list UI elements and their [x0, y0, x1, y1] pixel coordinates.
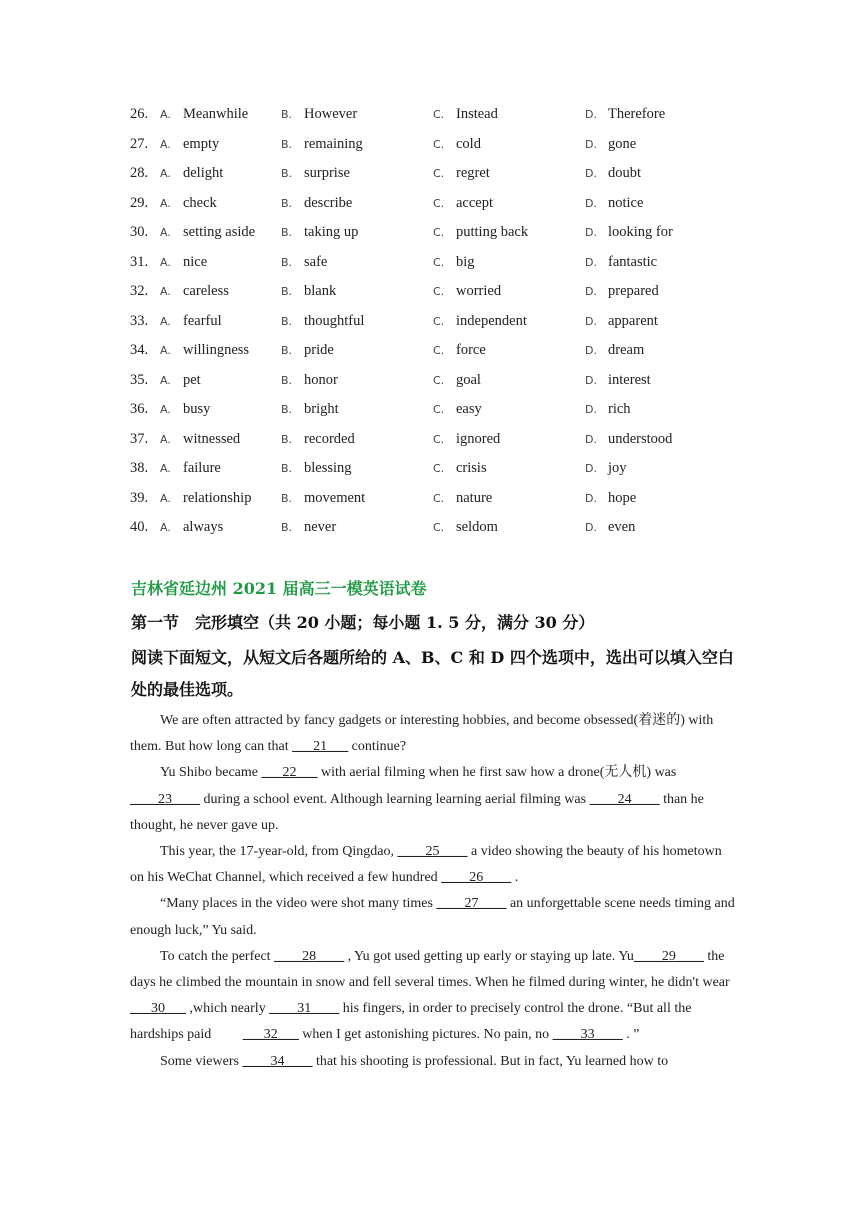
instructions: 阅读下面短文，从短文后各题所给的 A、B、C 和 D 四个选项中，选出可以填入空白处的最佳选项。: [131, 648, 734, 699]
option-letter-a: A.: [160, 432, 171, 446]
passage-text: .: [511, 870, 519, 886]
passage-text: This year, the 17-year-old, from Qingdao,: [160, 844, 398, 860]
option-letter-b: B.: [281, 373, 293, 387]
option-letter-b: B.: [281, 285, 293, 298]
option-row: [130, 159, 750, 189]
question-number: 37.: [130, 430, 149, 447]
option-d: notice: [608, 194, 644, 211]
option-letter-b: B.: [281, 314, 293, 328]
question-number: 35.: [130, 371, 149, 388]
passage-text: We are often attracted by fancy gadgets or interesting hobbies, and become obsessed(着迷的) with them. But how long can that: [130, 713, 714, 755]
option-b: However: [304, 106, 358, 122]
question-number: 34.: [130, 342, 149, 358]
option-row: [130, 100, 750, 130]
option-a: witnessed: [183, 430, 241, 447]
passage-text: with aerial filming when he first saw how a drone(无人机) was: [317, 765, 677, 781]
option-c: cold: [456, 135, 481, 152]
question-number: 29.: [130, 194, 149, 211]
passage-text: continue?: [348, 739, 407, 755]
option-b: never: [304, 519, 337, 535]
option-c: easy: [456, 401, 482, 417]
option-c: regret: [456, 165, 490, 181]
blank: ____27____: [436, 896, 507, 912]
option-c: accept: [456, 194, 494, 211]
option-c: crisis: [456, 460, 487, 476]
option-letter-a: A.: [160, 108, 171, 121]
option-c: independent: [456, 312, 527, 329]
passage: [130, 708, 736, 1075]
option-c: big: [456, 253, 475, 270]
option-letter-c: C.: [433, 196, 445, 210]
paragraph: [130, 839, 736, 891]
blank: ___32___: [242, 1027, 299, 1043]
option-letter-d: D.: [585, 344, 597, 357]
option-a: failure: [183, 460, 221, 476]
option-letter-b: B.: [281, 344, 293, 357]
option-b: remaining: [304, 135, 363, 152]
passage-text: Yu Shibo became: [160, 765, 262, 781]
option-d: doubt: [608, 165, 642, 181]
option-letter-a: A.: [160, 491, 171, 505]
option-letter-b: B.: [281, 196, 293, 210]
option-letter-d: D.: [585, 403, 597, 416]
option-letter-c: C.: [433, 491, 445, 505]
option-letter-b: B.: [281, 491, 293, 505]
option-d: understood: [608, 430, 673, 447]
option-letter-d: D.: [585, 255, 597, 269]
option-letter-d: D.: [585, 521, 597, 534]
option-row: [130, 307, 750, 337]
option-b: pride: [304, 342, 334, 358]
option-row: [130, 484, 750, 514]
option-c: force: [456, 342, 486, 358]
option-letter-a: A.: [160, 167, 171, 180]
option-letter-c: C.: [433, 373, 445, 387]
option-d: even: [608, 519, 636, 535]
blank: ___22___: [261, 765, 318, 781]
option-letter-c: C.: [433, 432, 445, 446]
option-row: [130, 218, 750, 248]
option-letter-c: C.: [433, 226, 445, 239]
option-letter-c: C.: [433, 462, 445, 475]
question-number: 32.: [130, 283, 149, 299]
option-letter-c: C.: [433, 108, 445, 121]
option-b: safe: [304, 253, 328, 270]
option-letter-a: A.: [160, 255, 171, 269]
option-row: [130, 336, 750, 366]
option-row: [130, 366, 750, 396]
option-a: empty: [183, 135, 220, 152]
option-letter-a: A.: [160, 226, 171, 239]
option-row: [130, 513, 750, 543]
option-c: goal: [456, 371, 481, 388]
option-row: [130, 189, 750, 219]
option-letter-a: A.: [160, 373, 171, 387]
option-letter-b: B.: [281, 432, 293, 446]
option-d: apparent: [608, 312, 658, 329]
passage-text: than he thought, he never gave up.: [130, 791, 704, 833]
question-number: 38.: [130, 460, 149, 476]
option-letter-d: D.: [585, 432, 597, 446]
option-letter-c: C.: [433, 521, 445, 534]
option-d: dream: [608, 342, 645, 358]
passage-text: , Yu got used getting up early or staying up late. Yu: [344, 948, 634, 964]
question-number: 33.: [130, 312, 149, 329]
blank: ____28____: [274, 948, 345, 964]
question-number: 31.: [130, 253, 149, 270]
option-letter-a: A.: [160, 196, 171, 210]
option-letter-d: D.: [585, 373, 597, 387]
option-c: putting back: [456, 224, 529, 240]
option-b: recorded: [304, 430, 355, 447]
option-c: Instead: [456, 106, 498, 122]
option-d: joy: [608, 460, 627, 476]
blank: ___30___: [130, 1001, 186, 1017]
option-c: seldom: [456, 519, 498, 535]
option-a: setting aside: [183, 224, 256, 240]
option-a: Meanwhile: [183, 106, 249, 122]
option-letter-d: D.: [585, 491, 597, 505]
question-number: 26.: [130, 106, 149, 122]
option-letter-b: B.: [281, 403, 293, 416]
option-d: prepared: [608, 283, 659, 299]
option-letter-b: B.: [281, 255, 293, 269]
options-table: [130, 100, 750, 543]
option-letter-c: C.: [433, 255, 445, 269]
passage-text: during a school event. Although learning learning aerial filming was: [200, 791, 590, 807]
option-letter-c: C.: [433, 403, 445, 416]
option-letter-c: C.: [433, 314, 445, 328]
option-b: blessing: [304, 460, 352, 476]
option-row: [130, 425, 750, 455]
option-row: [130, 248, 750, 278]
option-d: Therefore: [608, 106, 666, 122]
option-letter-c: C.: [433, 344, 445, 357]
passage-text: “Many places in the video were shot many times: [160, 896, 437, 912]
option-b: honor: [304, 371, 338, 388]
paragraph: [130, 708, 736, 760]
option-b: describe: [304, 194, 353, 211]
option-letter-c: C.: [433, 167, 445, 180]
option-letter-a: A.: [160, 314, 171, 328]
option-letter-d: D.: [585, 462, 597, 475]
option-c: nature: [456, 489, 493, 506]
option-a: careless: [183, 283, 229, 299]
option-a: nice: [183, 253, 208, 270]
option-letter-b: B.: [281, 167, 293, 180]
option-d: interest: [608, 371, 651, 388]
paragraph: [130, 944, 736, 1049]
option-a: relationship: [183, 489, 252, 506]
question-number: 39.: [130, 489, 149, 506]
option-letter-d: D.: [585, 167, 597, 180]
option-letter-b: B.: [281, 462, 293, 475]
blank: ____26____: [441, 870, 512, 886]
passage-text: ,which nearly: [186, 1001, 270, 1017]
passage-text: when I get astonishing pictures. No pain, no: [298, 1027, 553, 1043]
option-letter-d: D.: [585, 137, 597, 151]
paragraph: [130, 891, 736, 943]
passage-text: that his shooting is professional. But in fact, Yu learned how to: [312, 1053, 669, 1069]
section-title: 第一节 完形填空（共 20 小题；每小题 1. 5 分，满分 30 分）: [131, 613, 595, 632]
option-d: gone: [608, 135, 637, 152]
option-c: worried: [456, 283, 502, 299]
option-letter-b: B.: [281, 108, 293, 121]
option-letter-a: A.: [160, 137, 171, 151]
blank: ____34____: [242, 1053, 313, 1069]
blank: ____29____: [633, 948, 704, 964]
option-letter-d: D.: [585, 196, 597, 210]
option-a: delight: [183, 165, 224, 181]
passage-text: the days he climbed the mountain in snow and fell several times. When he filmed during winter, he didn't wear: [130, 948, 730, 991]
option-letter-b: B.: [281, 226, 293, 239]
option-letter-c: C.: [433, 137, 445, 151]
option-letter-b: B.: [281, 521, 293, 534]
question-number: 27.: [130, 135, 149, 152]
question-number: 30.: [130, 224, 149, 240]
passage-text: To catch the perfect: [160, 948, 275, 964]
option-letter-d: D.: [585, 226, 597, 239]
option-d: rich: [608, 401, 631, 417]
option-letter-d: D.: [585, 285, 597, 298]
option-letter-b: B.: [281, 137, 293, 151]
passage-text: Some viewers: [160, 1053, 243, 1069]
option-a: check: [183, 194, 217, 211]
paragraph: [130, 760, 736, 839]
option-row: [130, 130, 750, 160]
option-letter-a: A.: [160, 403, 171, 416]
option-letter-c: C.: [433, 285, 445, 298]
option-a: fearful: [183, 312, 222, 329]
blank: ____31____: [269, 1001, 340, 1017]
blank: ____24____: [589, 791, 660, 807]
option-row: [130, 454, 750, 484]
option-a: always: [183, 519, 224, 535]
option-b: movement: [304, 489, 366, 506]
option-row: [130, 277, 750, 307]
option-a: willingness: [183, 342, 250, 358]
paragraph: [130, 1049, 736, 1075]
option-a: pet: [183, 371, 201, 388]
blank: ____25____: [397, 844, 468, 860]
passage-text: a video showing the beauty of his hometown on his WeChat Channel, which received a few hundred: [130, 844, 722, 886]
option-letter-a: A.: [160, 521, 171, 534]
blank: ____23____: [130, 791, 200, 807]
option-b: blank: [304, 283, 337, 299]
passage-text: . ”: [622, 1027, 640, 1043]
exam-title: 吉林省延边州 2021 届高三一模英语试卷: [131, 579, 427, 598]
option-a: busy: [183, 401, 211, 417]
option-letter-a: A.: [160, 285, 171, 298]
option-d: fantastic: [608, 253, 658, 270]
blank: ____33____: [552, 1027, 623, 1043]
option-b: surprise: [304, 165, 350, 181]
option-letter-d: D.: [585, 314, 597, 328]
option-d: hope: [608, 489, 637, 506]
option-c: ignored: [456, 430, 501, 447]
option-b: thoughtful: [304, 312, 365, 329]
blank: ___21___: [292, 739, 349, 755]
question-number: 36.: [130, 401, 149, 417]
option-b: bright: [304, 401, 339, 417]
option-row: [130, 395, 750, 425]
option-letter-a: A.: [160, 462, 171, 475]
passage-text: an unforgettable scene needs timing and enough luck,” Yu said.: [130, 896, 735, 938]
passage-text: his fingers, in order to precisely control the drone. “But all the hardships paid: [130, 1001, 692, 1043]
question-number: 28.: [130, 165, 149, 181]
option-letter-d: D.: [585, 108, 597, 121]
option-d: looking for: [608, 224, 673, 240]
option-letter-a: A.: [160, 344, 171, 357]
question-number: 40.: [130, 519, 149, 535]
option-b: taking up: [304, 224, 359, 240]
